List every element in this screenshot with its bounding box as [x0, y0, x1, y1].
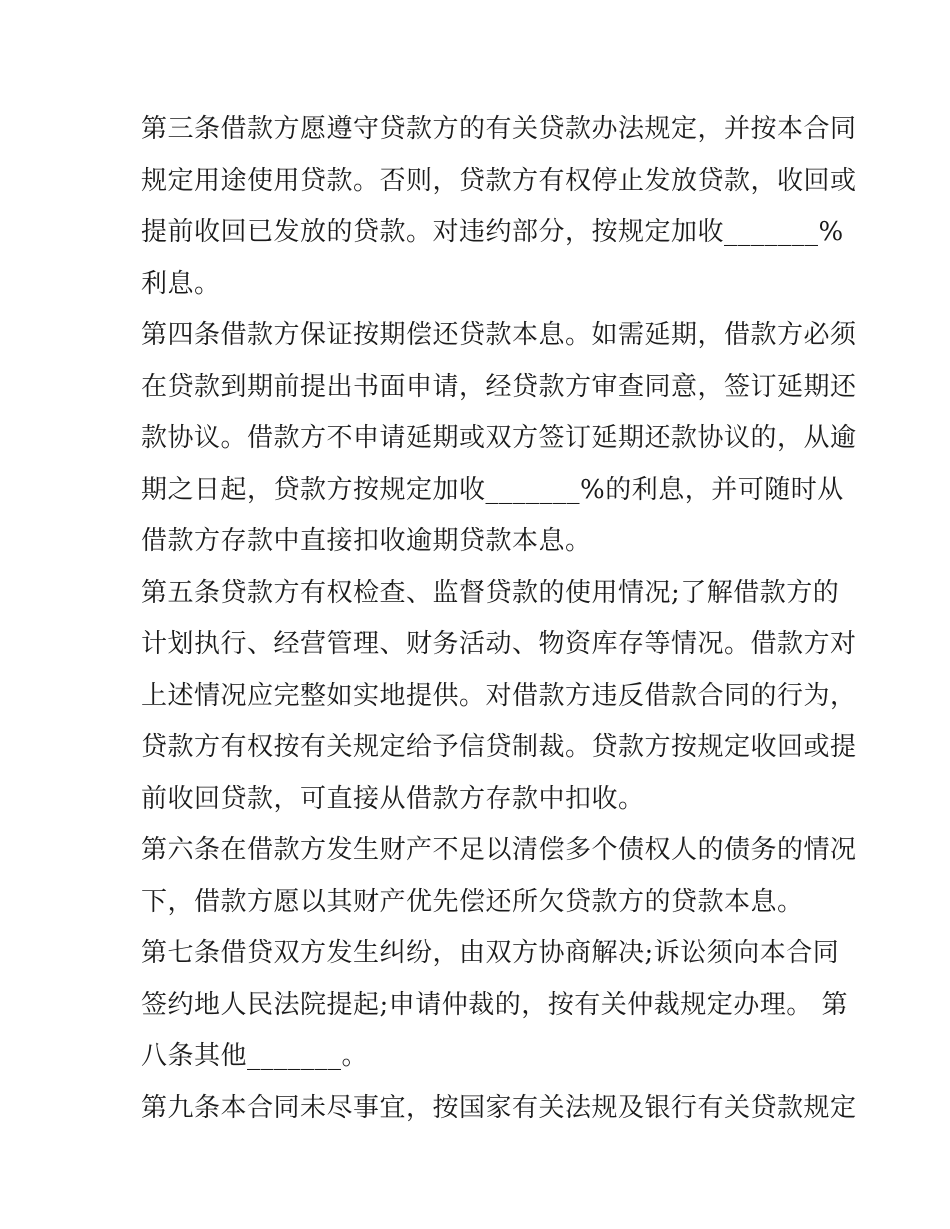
text-line: 第四条借款方保证按期偿还贷款本息。如需延期，借款方必须	[141, 320, 857, 350]
text-line: 八条其他_______。	[141, 1041, 369, 1071]
text-line: 提前收回已发放的贷款。对违约部分，按规定加收_______%	[141, 217, 844, 247]
text-line: 利息。	[141, 268, 221, 299]
text-line: 前收回贷款，可直接从借款方存款中扣收。	[141, 783, 645, 814]
text-line: 借款方存款中直接扣收逾期贷款本息。	[141, 526, 592, 556]
text-line: 签约地人民法院提起;申请仲裁的，按有关仲裁规定办理。 第	[141, 989, 849, 1020]
text-line: 第九条本合同未尽事宜，按国家有关法规及银行有关贷款规定	[141, 1092, 857, 1123]
text-line: 下，借款方愿以其财产优先偿还所欠贷款方的贷款本息。	[141, 886, 804, 917]
text-line: 计划执行、经营管理、财务活动、物资库存等情况。借款方对	[141, 629, 857, 659]
text-line: 第三条借款方愿遵守贷款方的有关贷款办法规定，并按本合同	[141, 114, 857, 144]
contract-body-text	[141, 104, 857, 1134]
text-line: 第五条贷款方有权检查、监督贷款的使用情况;了解借款方的	[141, 577, 840, 608]
text-line: 期之日起，贷款方按规定加收_______%的利息，并可随时从	[141, 474, 844, 505]
text-line: 第六条在借款方发生财产不足以清偿多个债权人的债务的情况	[141, 835, 857, 865]
text-line: 规定用途使用贷款。否则，贷款方有权停止发放贷款，收回或	[141, 165, 857, 196]
text-line: 上述情况应完整如实地提供。对借款方违反借款合同的行为，	[141, 680, 857, 711]
text-line: 款协议。借款方不申请延期或双方签订延期还款协议的，从逾	[141, 423, 857, 453]
text-line: 第七条借贷双方发生纠纷，由双方协商解决;诉讼须向本合同	[141, 938, 840, 968]
text-line: 贷款方有权按有关规定给予信贷制裁。贷款方按规定收回或提	[141, 732, 857, 762]
text-line: 在贷款到期前提出书面申请，经贷款方审查同意，签订延期还	[141, 371, 857, 402]
